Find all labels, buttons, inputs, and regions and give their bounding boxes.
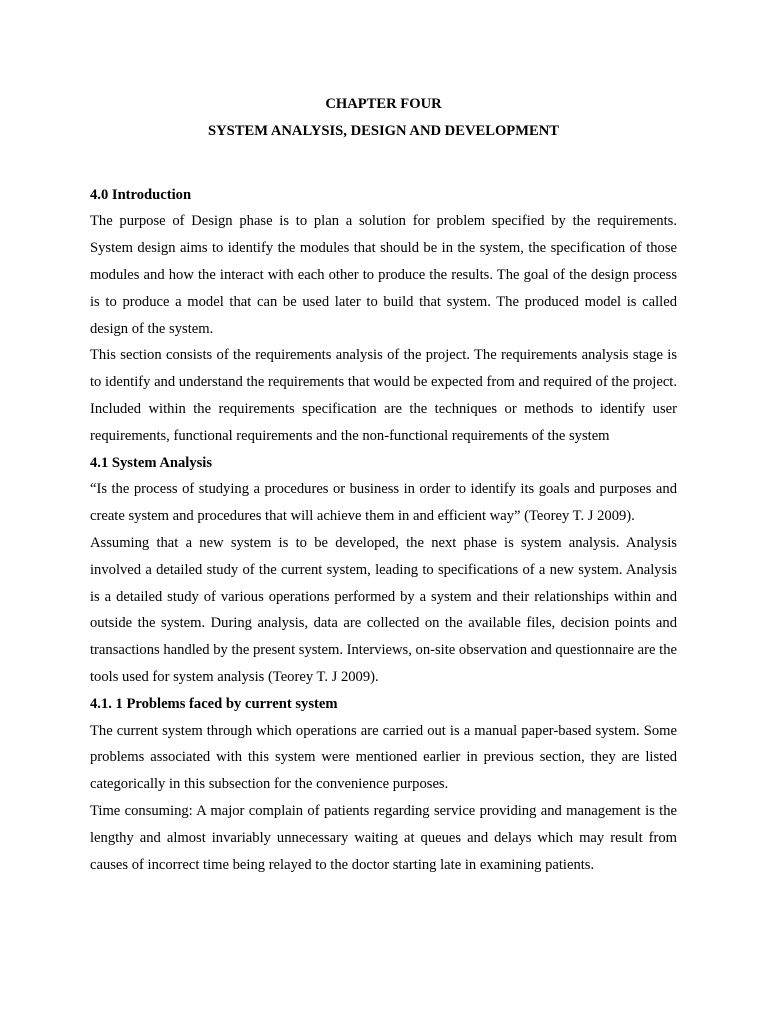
chapter-subtitle: SYSTEM ANALYSIS, DESIGN AND DEVELOPMENT [207,122,559,139]
paragraph-problems-1: The current system through which operations are carried out is a manual paper-based system. Some problems associated with this system were mentioned earlier in previous section, they are listed categorically in this subsection for the convenience purposes. [90,722,677,793]
title-spacer [90,145,677,182]
section-heading-introduction: 4.0 Introduction [90,186,192,203]
paragraph-analysis-1: “Is the process of studying a procedures or business in order to identify its goals and purposes and create system and procedures that will achieve them in and efficient way” (Teorey T. J 2009). [90,481,677,525]
section-heading-problems: 4.1. 1 Problems faced by current system [90,695,338,712]
paragraph-problems-2: Time consuming: A major complain of patients regarding service providing and management is the lengthy and almost invariably unnecessary waiting at queues and delays which may result from causes of incorrect time being relayed to the doctor starting late in examining patients. [90,802,677,873]
paragraph-intro-2: This section consists of the requirements analysis of the project. The requirements analysis stage is to identify and understand the requirements that would be expected from and required of the project. Included within the requirements specification are the techniques or methods to identify user requirements, functional requirements and the non-functional requirements of the system [90,347,677,444]
section-heading-system-analysis: 4.1 System Analysis [90,454,213,471]
paragraph-intro-1: The purpose of Design phase is to plan a solution for problem specified by the requirements. System design aims to identify the modules that should be in the system, the specification of those modules and how the interact with each other to produce the results. The goal of the design process is to produce a model that can be used later to build that system. The produced model is called design of the system. [90,213,677,337]
paragraph-analysis-2: Assuming that a new system is to be developed, the next phase is system analysis. Analysis involved a detailed study of the current system, leading to specifications of a new system. Analysis is a detailed study of various operations performed by a system and their relationships within and outside the system. During analysis, data are collected on the available files, decision points and transactions handled by the present system. Interviews, on-site observation and questionnaire are the tools used for system analysis (Teorey T. J 2009). [90,534,677,685]
document-content [90,91,677,878]
chapter-title: CHAPTER FOUR [325,96,442,112]
